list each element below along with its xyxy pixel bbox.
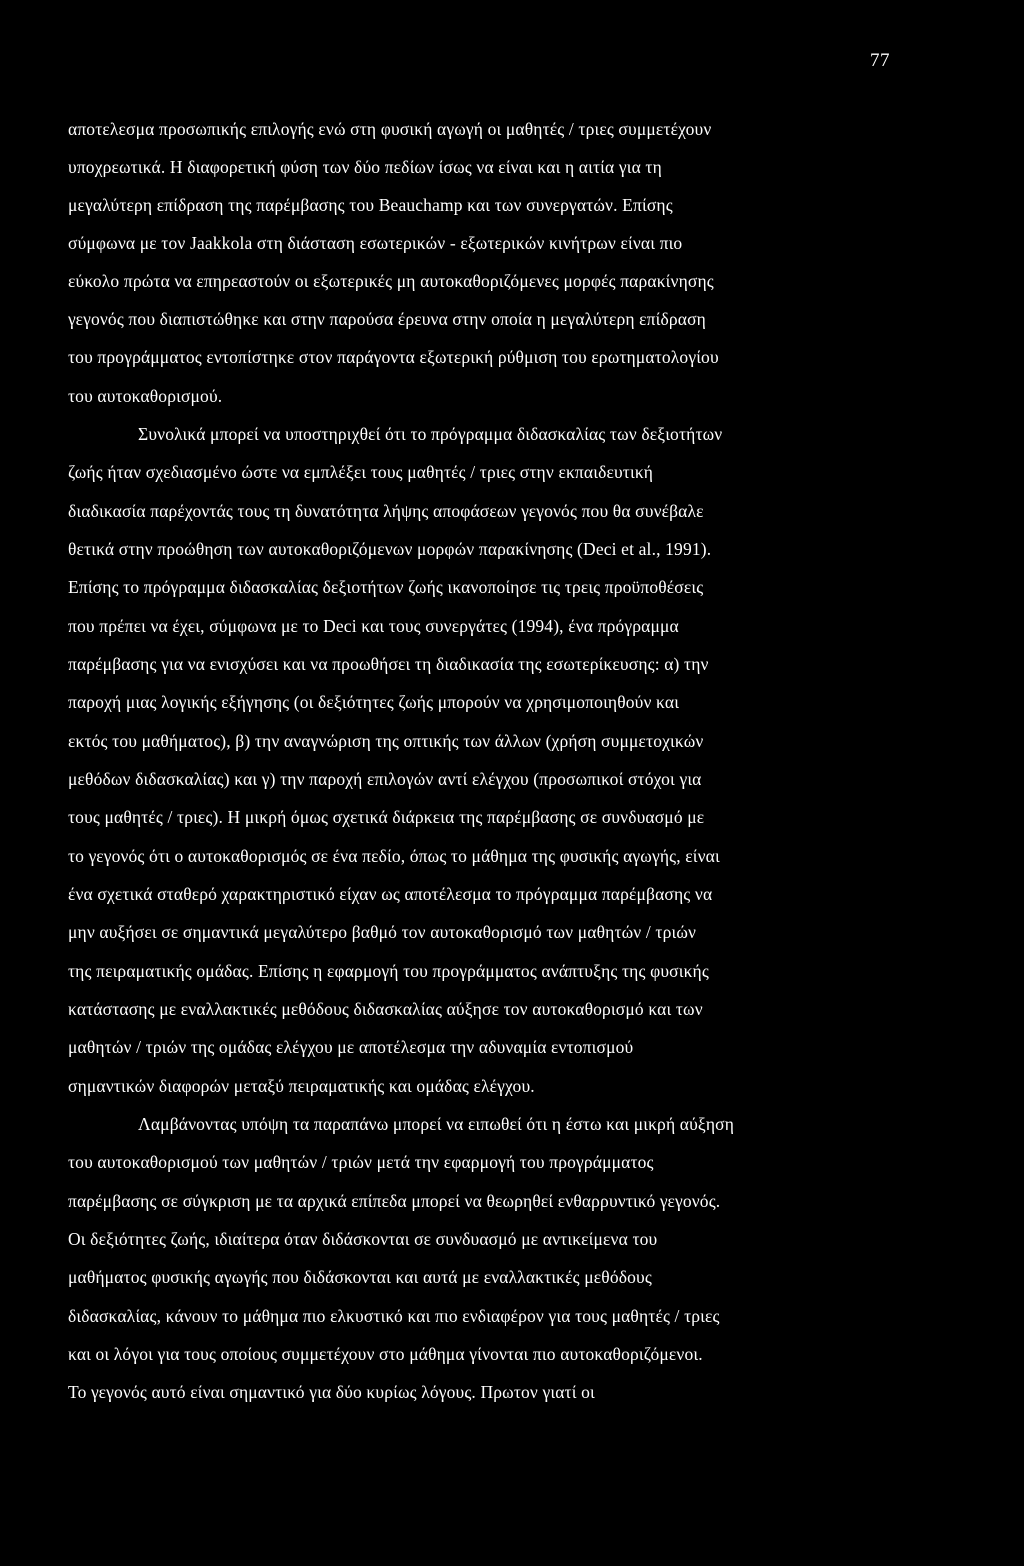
text-line: της πειραματικής ομάδας. Επίσης η εφαρμογή του προγράμματος ανάπτυξης της φυσικής	[68, 961, 709, 981]
text-line: που πρέπει να έχει, σύμφωνα με το Deci και τους συνεργάτες (1994), ένα πρόγραμμα	[68, 616, 679, 636]
text-line: παροχή μιας λογικής εξήγησης (οι δεξιότητες ζωής μπορούν να χρησιμοποιηθούν και	[68, 692, 680, 712]
text-line: και οι λόγοι για τους οποίους συμμετέχουν στο μάθημα γίνονται πιο αυτοκαθοριζόμενοι.	[68, 1344, 703, 1364]
text-line: αποτελεσμα προσωπικής επιλογής ενώ στη φυσική αγωγή οι μαθητές / τριες συμμετέχουν	[68, 119, 712, 139]
text-line: μαθήματος φυσικής αγωγής που διδάσκονται και αυτά με εναλλακτικές μεθόδους	[68, 1267, 652, 1287]
text-line: Οι δεξιότητες ζωής, ιδιαίτερα όταν διδάσκονται σε συνδυασμό με αντικείμενα του	[68, 1229, 658, 1249]
text-line: διαδικασία παρέχοντάς τους τη δυνατότητα λήψης αποφάσεων γεγονός που θα συνέβαλε	[68, 501, 704, 521]
text-line: εύκολο πρώτα να επηρεαστούν οι εξωτερικές μη αυτοκαθοριζόμενες μορφές παρακίνησης	[68, 271, 714, 291]
text-line: σύμφωνα με τον Jaakkola στη διάσταση εσωτερικών - εξωτερικών κινήτρων είναι πιο	[68, 233, 683, 253]
text-line: Λαμβάνοντας υπόψη τα παραπάνω μπορεί να ειπωθεί ότι η έστω και μικρή αύξηση	[138, 1114, 735, 1134]
text-line: γεγονός που διαπιστώθηκε και στην παρούσα έρευνα στην οποία η μεγαλύτερη επίδραση	[68, 309, 706, 329]
text-line: Επίσης το πρόγραμμα διδασκαλίας δεξιοτήτων ζωής ικανοποίησε τις τρεις προϋποθέσεις	[68, 577, 704, 597]
text-line: του αυτοκαθορισμού.	[68, 386, 223, 406]
text-line: διδασκαλίας, κάνουν το μάθημα πιο ελκυστικό και πιο ενδιαφέρον για τους μαθητές / τριες	[68, 1306, 720, 1326]
text-line: παρέμβασης σε σύγκριση με τα αρχικά επίπεδα μπορεί να θεωρηθεί ενθαρρυντικό γεγονός.	[68, 1191, 721, 1211]
text-line: κατάστασης με εναλλακτικές μεθόδους διδασκαλίας αύξησε τον αυτοκαθορισμό και των	[68, 999, 703, 1019]
text-line: θετικά στην προώθηση των αυτοκαθοριζόμενων μορφών παρακίνησης (Deci et al., 1991).	[68, 539, 712, 559]
text-line: Συνολικά μπορεί να υποστηριχθεί ότι το πρόγραμμα διδασκαλίας των δεξιοτήτων	[138, 424, 723, 444]
text-line: παρέμβασης για να ενισχύσει και να προωθήσει τη διαδικασία της εσωτερίκευσης: α) την	[68, 654, 709, 674]
text-line: σημαντικών διαφορών μεταξύ πειραματικής και ομάδας ελέγχου.	[68, 1076, 535, 1096]
text-line: ζωής ήταν σχεδιασμένο ώστε να εμπλέξει τους μαθητές / τριες στην εκπαιδευτική	[68, 462, 654, 482]
text-line: το γεγονός ότι ο αυτοκαθορισμός σε ένα πεδίο, όπως το μάθημα της φυσικής αγωγής, είναι	[68, 846, 720, 866]
text-line: μαθητών / τριών της ομάδας ελέγχου με αποτέλεσμα την αδυναμία εντοπισμού	[68, 1037, 634, 1057]
text-line: μεθόδων διδασκαλίας) και γ) την παροχή επιλογών αντί ελέγχου (προσωπικοί στόχοι για	[68, 769, 702, 789]
text-line: του αυτοκαθορισμού των μαθητών / τριών μετά την εφαρμογή του προγράμματος	[68, 1152, 654, 1172]
text-line: ένα σχετικά σταθερό χαρακτηριστικό είχαν ως αποτέλεσμα το πρόγραμμα παρέμβασης να	[68, 884, 713, 904]
text-line: τους μαθητές / τριες). Η μικρή όμως σχετικά διάρκεια της παρέμβασης σε συνδυασμό με	[68, 807, 705, 827]
text-line: μεγαλύτερη επίδραση της παρέμβασης του Beauchamp και των συνεργατών. Επίσης	[68, 195, 673, 215]
text-line: Το γεγονός αυτό είναι σημαντικό για δύο κυρίως λόγους. Πρωτον γιατί οι	[68, 1382, 595, 1402]
text-line: υποχρεωτικά. Η διαφορετική φύση των δύο πεδίων ίσως να είναι και η αιτία για τη	[68, 157, 662, 177]
text-line: μην αυξήσει σε σημαντικά μεγαλύτερο βαθμό τον αυτοκαθορισμό των μαθητών / τριών	[68, 922, 697, 942]
text-line: εκτός του μαθήματος), β) την αναγνώριση της οπτικής των άλλων (χρήση συμμετοχικών	[68, 731, 704, 751]
text-line: του προγράμματος εντοπίστηκε στον παράγοντα εξωτερική ρύθμιση του ερωτηματολογίου	[68, 347, 719, 367]
page-number: 77	[870, 50, 890, 71]
